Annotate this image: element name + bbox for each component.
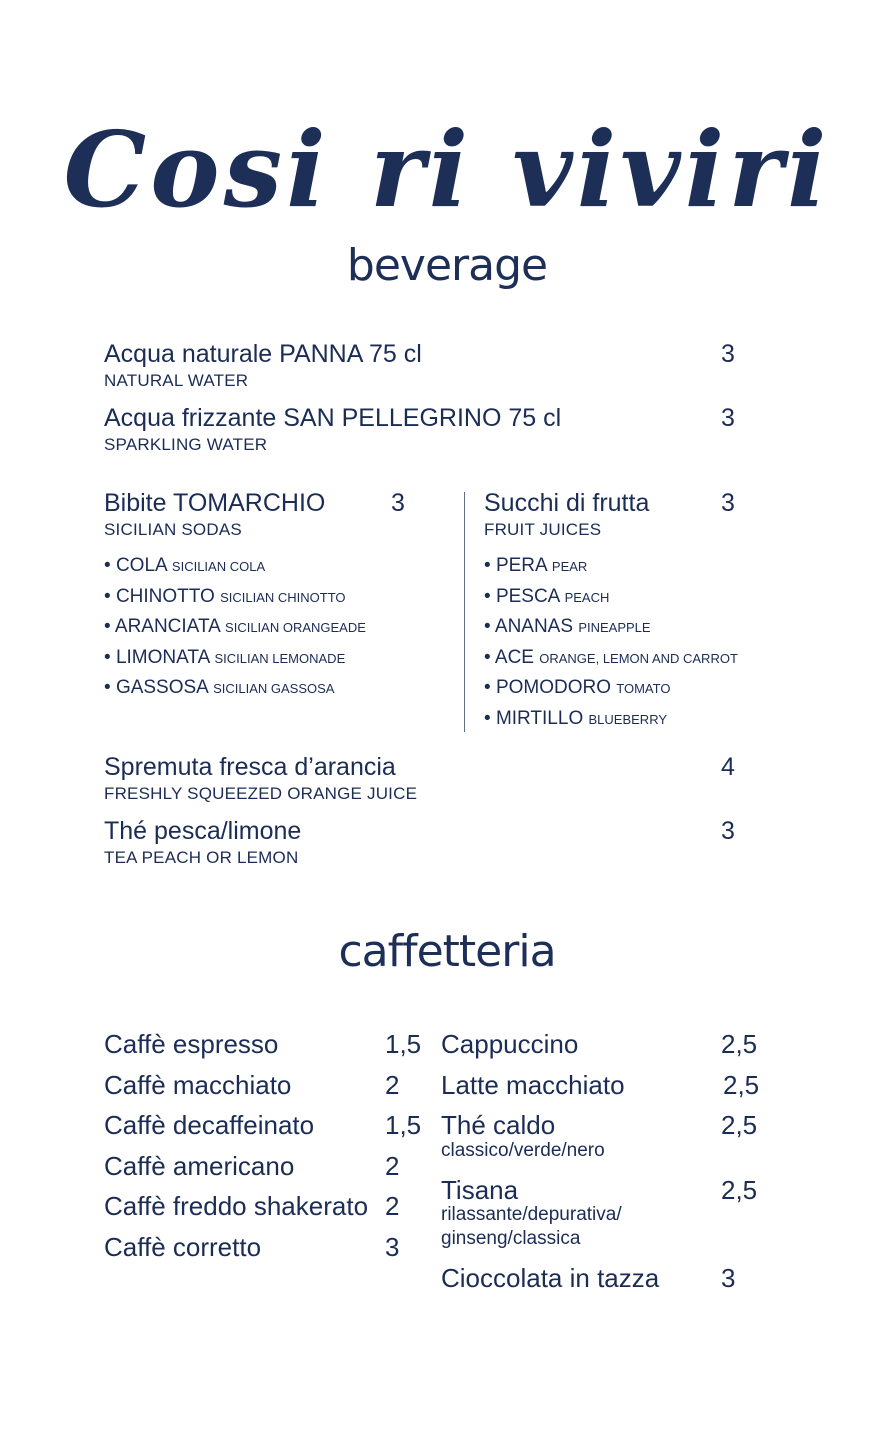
menu-item-price: 3	[721, 340, 735, 368]
cafe-item-price: 1,5	[385, 1029, 422, 1059]
cafe-item-name: Latte macchiato	[441, 1070, 625, 1100]
juice-item-name: ANANAS	[494, 616, 574, 637]
juice-item: • MIRTILLO BLUEBERRY	[484, 708, 668, 729]
cafe-item-name: Tisana	[441, 1175, 519, 1205]
cafe-item-price: 2,5	[721, 1110, 758, 1140]
menu-item-name: Thé pesca/limone	[104, 817, 302, 845]
juices-title: Succhi di frutta	[484, 489, 650, 517]
juice-item-name: ACE	[494, 647, 534, 668]
cafe-item-name: Caffè espresso	[104, 1029, 279, 1059]
soda-item: • ARANCIATA SICILIAN ORANGEADE	[104, 616, 366, 637]
soda-item-desc: SICILIAN ORANGEADE	[225, 620, 366, 635]
cafe-item-price: 3	[385, 1232, 400, 1262]
sodas-price: 3	[391, 489, 405, 517]
soda-item-name: LIMONATA	[115, 647, 210, 668]
cafe-item-price: 2	[385, 1151, 400, 1181]
cafe-item-name: Cioccolata in tazza	[441, 1263, 660, 1293]
juice-item: • ANANAS PINEAPPLE	[484, 616, 651, 637]
cafe-item-name: Caffè corretto	[104, 1232, 262, 1262]
soda-item-name: GASSOSA	[115, 677, 208, 698]
juice-item-desc: TOMATO	[616, 681, 671, 696]
soda-item-name: ARANCIATA	[114, 616, 220, 637]
cafe-item-price: 3	[721, 1263, 736, 1293]
menu-item-name: Spremuta fresca d’arancia	[104, 753, 396, 781]
menu-item-price: 3	[721, 404, 735, 432]
cafe-item-price: 2,5	[721, 1175, 758, 1205]
menu-item-name: Acqua frizzante SAN PELLEGRINO 75 cl	[104, 404, 562, 432]
cafe-item-name: Caffè freddo shakerato	[104, 1191, 369, 1221]
cafe-item-price: 2	[385, 1191, 400, 1221]
cafe-item-price: 1,5	[385, 1110, 422, 1140]
soda-item-name: CHINOTTO	[115, 586, 215, 607]
juice-item-name: POMODORO	[495, 677, 611, 698]
juice-item-desc: PEAR	[551, 559, 588, 574]
soda-item-desc: SICILIAN COLA	[171, 559, 266, 574]
cafe-item-price: 2	[385, 1070, 400, 1100]
sodas-translation: SICILIAN SODAS	[104, 520, 242, 539]
menu-item-price: 3	[721, 817, 735, 845]
juice-item: • PESCA PEACH	[484, 586, 610, 607]
soda-item-desc: SICILIAN CHINOTTO	[220, 590, 346, 605]
soda-item-desc: SICILIAN LEMONADE	[214, 651, 346, 666]
sodas-title: Bibite TOMARCHIO	[104, 489, 326, 517]
menu-item-translation: NATURAL WATER	[104, 371, 249, 390]
menu-item-translation: SPARKLING WATER	[104, 435, 268, 454]
juice-item-desc: ORANGE, LEMON AND CARROT	[539, 651, 738, 666]
cafe-item-price: 2,5	[723, 1070, 760, 1100]
juice-item-name: PESCA	[495, 586, 560, 607]
cafe-item-name: Thé caldo	[441, 1110, 556, 1140]
juice-item-desc: PEACH	[564, 590, 610, 605]
juice-item-name: PERA	[495, 555, 547, 576]
juice-item: • POMODORO TOMATO	[484, 677, 671, 698]
cafe-item-price: 2,5	[721, 1029, 758, 1059]
juice-item-name: MIRTILLO	[495, 708, 584, 729]
column-divider	[464, 492, 465, 732]
soda-item: • COLA SICILIAN COLA	[104, 555, 266, 576]
cafe-item-variants: ginseng/classica	[441, 1228, 581, 1249]
cafe-item-name: Caffè decaffeinato	[104, 1110, 315, 1140]
juice-item: • PERA PEAR	[484, 555, 588, 576]
logo: Cosi ri viviri	[63, 108, 831, 231]
menu-item-name: Acqua naturale PANNA 75 cl	[104, 340, 422, 368]
cafe-item-name: Caffè macchiato	[104, 1070, 292, 1100]
juices-translation: FRUIT JUICES	[484, 520, 602, 539]
soda-item: • GASSOSA SICILIAN GASSOSA	[104, 677, 335, 698]
juice-item-desc: BLUEBERRY	[588, 712, 668, 727]
cafe-item-variants: rilassante/depurativa/	[441, 1204, 622, 1225]
caffetteria-title: caffetteria	[338, 926, 556, 977]
cafe-item-variants: classico/verde/nero	[441, 1140, 605, 1161]
cafe-item-name: Caffè americano	[104, 1151, 295, 1181]
soda-item-name: COLA	[115, 555, 167, 576]
soda-item-desc: SICILIAN GASSOSA	[213, 681, 335, 696]
menu-item-translation: FRESHLY SQUEEZED ORANGE JUICE	[104, 784, 418, 803]
menu-item-price: 4	[721, 753, 735, 781]
juices-price: 3	[721, 489, 735, 517]
juice-item-desc: PINEAPPLE	[578, 620, 651, 635]
juice-item: • ACE ORANGE, LEMON AND CARROT	[484, 647, 738, 668]
soda-item: • LIMONATA SICILIAN LEMONADE	[104, 647, 346, 668]
soda-item: • CHINOTTO SICILIAN CHINOTTO	[104, 586, 346, 607]
cafe-item-name: Cappuccino	[441, 1029, 579, 1059]
menu-item-translation: TEA PEACH OR LEMON	[104, 848, 299, 867]
beverage-title: beverage	[346, 240, 548, 291]
